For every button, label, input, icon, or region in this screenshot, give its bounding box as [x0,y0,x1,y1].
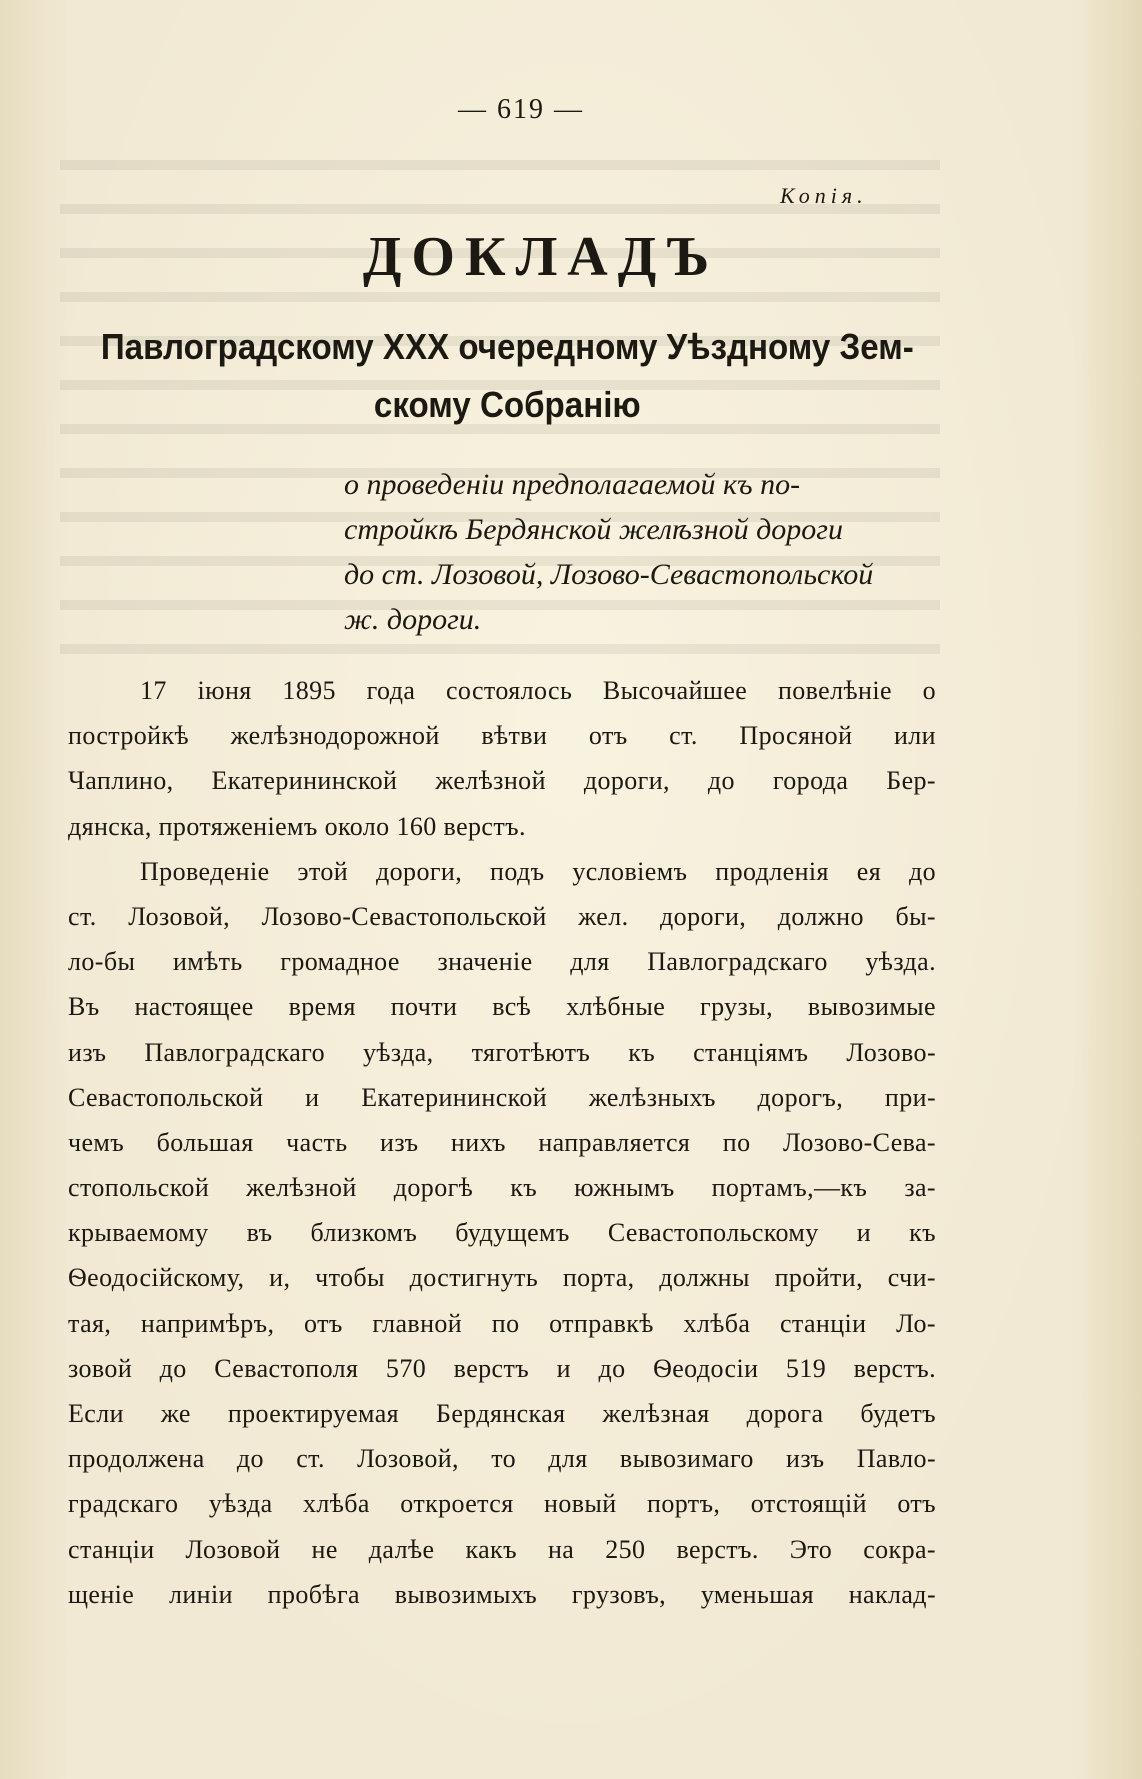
description-line: стройкѣ Бердянской желѣзной дороги [344,513,843,546]
body-line: постройкѣ желѣзнодорожной вѣтви отъ ст. Просяной или [68,721,936,751]
body-line: Севастопольской и Екатерининской желѣзныхъ дорогъ, при- [68,1082,936,1112]
body-line: щеніе линіи пробѣга вывозимыхъ грузовъ, уменьшая наклад- [68,1579,936,1609]
body-line: крываемому въ близкомъ будущемъ Севастопольскому и къ [68,1218,936,1248]
body-text [68,668,936,1617]
body-line: градскаго уѣзда хлѣба откроется новый портъ, отстоящій отъ [68,1489,936,1519]
body-line: станціи Лозовой не далѣе какъ на 250 верстъ. Это сокра- [68,1534,936,1564]
body-line: 17 іюня 1895 года состоялось Высочайшее повелѣніе о [140,676,936,705]
body-line: зовой до Севастополя 570 верстъ и до Ѳеодосіи 519 верстъ. [68,1353,936,1383]
description-line: о проведеніи предполагаемой къ по- [344,468,801,501]
body-line: Ѳеодосійскому, и, чтобы достигнуть порта, должны пройти, счи- [68,1263,936,1293]
subtitle-line: скому Собранію [373,384,641,425]
body-line: изъ Павлоградскаго уѣзда, тяготѣютъ къ станціямъ Лозово- [68,1037,936,1067]
body-line: ст. Лозовой, Лозово-Севастопольской жел. дороги, должно бы- [68,901,936,931]
body-line: стопольской желѣзной дорогѣ къ южнымъ портамъ,—къ за- [68,1173,936,1203]
description-line: ж. дороги. [344,603,482,636]
body-line: Проведеніе этой дороги, подъ условіемъ продленія ея до [140,856,936,886]
body-line: Если же проектируемая Бердянская желѣзная дорога будетъ [68,1399,936,1428]
body-line: продолжена до ст. Лозовой, то для вывозимаго изъ Павло- [68,1444,936,1474]
body-line: Въ настоящее время почти всѣ хлѣбные грузы, вывозимые [68,992,936,1022]
document-subtitle [68,318,947,434]
body-line: тая, напримѣръ, отъ главной по отправкѣ хлѣба станціи Ло- [68,1308,936,1338]
body-line: ло-бы имѣть громадное значеніе для Павлоградскаго уѣзда. [68,947,936,977]
page-number: — 619 — [458,94,584,125]
document-title: ДОКЛАДЪ [362,226,720,288]
document-description [344,462,944,642]
body-line: чемъ большая часть изъ нихъ направляется по Лозово-Сева- [68,1127,936,1157]
body-line: дянска, протяженіемъ около 160 верстъ. [68,811,526,841]
body-line: Чаплино, Екатерининской желѣзной дороги, до города Бер- [68,766,936,796]
description-line: до ст. Лозовой, Лозово-Севастопольской [344,558,874,591]
subtitle-line: Павлоградскому XXX очередному Уѣздному Зем- [100,326,914,367]
copy-label: Копія. [780,183,868,208]
